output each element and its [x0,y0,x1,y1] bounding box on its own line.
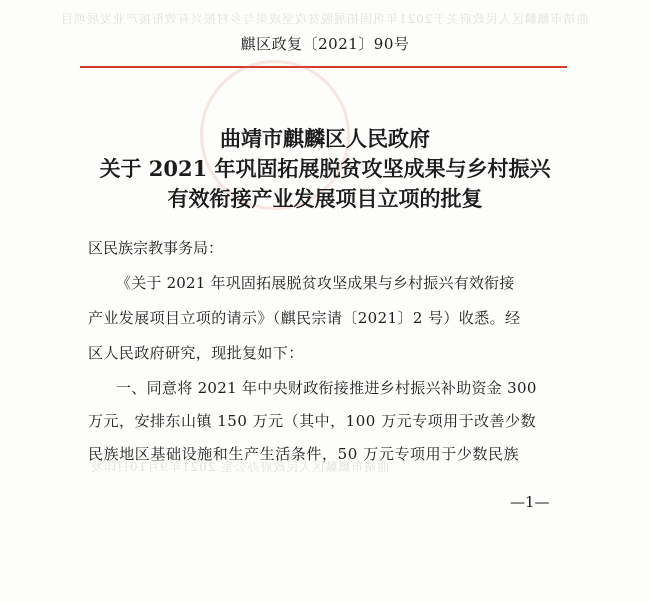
body-line-2: 产业发展项目立项的请示》（麒民宗请〔2021〕2 号）收悉。经 [88,309,521,327]
addressee: 区民族宗教事务局： [88,239,224,257]
bleed-through-text-top: 曲靖市麒麟区人民政府关于2021年巩固拓展脱贫攻坚成果与乡村振兴有效衔接产业发展项目 [60,12,589,26]
title-line-2: 关于 2021 年巩固拓展脱贫攻坚成果与乡村振兴 [99,156,551,181]
red-divider-line [80,66,567,68]
document-number: 麒区政复〔2021〕90号 [240,35,410,53]
body-line-6: 民族地区基础设施和生产生活条件，50 万元专项用于少数民族 [88,445,520,463]
body-line-5: 万元，安排东山镇 150 万元（其中，100 万元专项用于改善少数 [88,412,537,430]
title-line-3: 有效衔接产业发展项目立项的批复 [167,186,483,211]
title-line-1: 曲靖市麒麟区人民政府 [220,126,430,151]
bleed-through-text-bottom: 曲靖市麒麟区人民政府办公室 2021年9月10日印发 [90,460,390,474]
body-line-4: 一、同意将 2021 年中央财政衔接推进乡村振兴补助资金 300 [116,379,537,397]
page-number: —1— [510,493,550,511]
body-line-1: 《关于 2021 年巩固拓展脱贫攻坚成果与乡村振兴有效衔接 [116,274,515,292]
body-line-3: 区人民政府研究，现批复如下： [88,344,304,362]
